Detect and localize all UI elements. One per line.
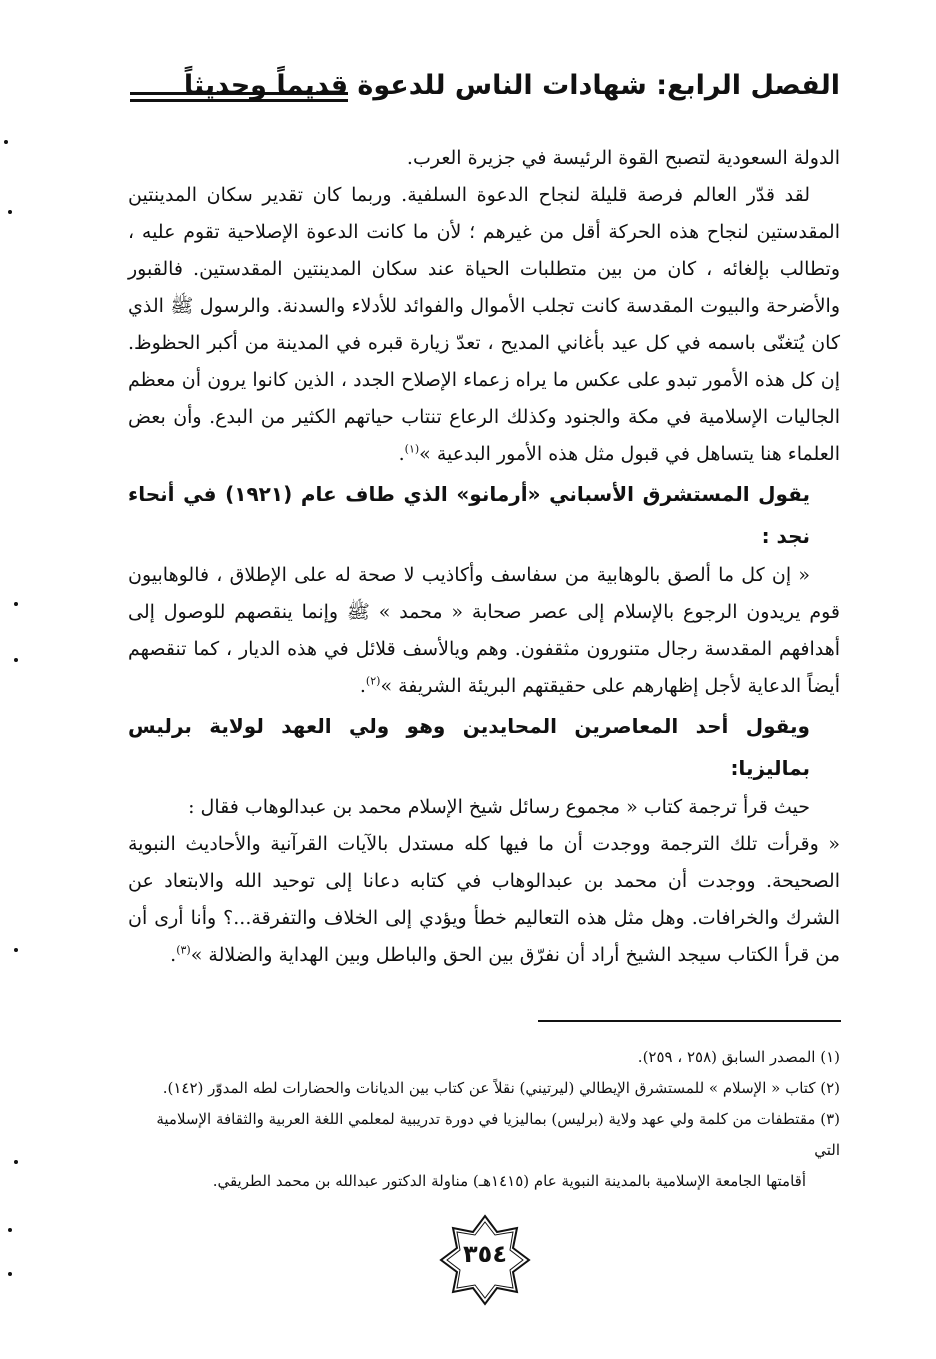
footnote: (٣) مقتطفات من كلمة ولي عهد ولاية (برليس) بماليزيا في دورة تدريبية لمعلمي اللغة العربية والثقافة الإسلامية التي — [156, 1110, 840, 1159]
paragraph: لقد قدّر العالم فرصة قليلة لنجاح الدعوة السلفية. وربما كان تقدير سكان المدينتين المقدستين لنجاح هذه الحركة أقل من غيرهم ؛ لأن ما كانت الدعوة الإصلاحية تقوم عليه ، وتطالب بإلغائه ، كان من بين متطلبات الحياة عند سكان المدينتين المقدستين. فالقبور والأضرحة والبيوت المقدسة كانت تجلب الأموال والفوائد للأدلاء والسدنة. والرسول ﷺ الذي كان يُتغنّى باسمه في كل عيد بأغاني المديح ، تعدّ زيارة قبره في المدينة من أكبر الحظوظ. إن كل هذه الأمور تبدو على عكس ما يراه زعماء الإصلاح الجدد ، الذين كانوا يرون أن معظم الجاليات الإسلامية في مكة والجنود وكذلك الرعاع تنتاب حياتهم الكثير من البدع. وأن بعض العلماء هنا يتساهل في قبول مثل هذه الأمور البدعية »$^{(١)}$. — [128, 184, 840, 465]
footnote: (١) المصدر السابق (٢٥٨ ، ٢٥٩). — [637, 1048, 840, 1066]
chapter-title: الفصل الرابع: شهادات الناس للدعوة قديماً وحديثاً — [183, 70, 840, 101]
scan-speck — [14, 1160, 18, 1164]
scan-speck — [14, 658, 18, 662]
footnote-ref: (١) — [404, 442, 420, 456]
scan-speck — [8, 210, 12, 214]
footnote-ref: (٢) — [365, 674, 381, 688]
section-heading: يقول المستشرق الأسباني «أرمانو» الذي طاف عام (١٩٢١) في أنحاء نجد : — [128, 482, 810, 548]
paragraph: الدولة السعودية لتصبح القوة الرئيسة في جزيرة العرب. — [406, 147, 840, 169]
scan-speck — [8, 1272, 12, 1276]
running-header — [130, 66, 840, 126]
scan-speck — [14, 602, 18, 606]
footnote-separator — [538, 1020, 841, 1022]
paragraph-text: « إن كل ما ألصق بالوهابية من سفاسف وأكاذيب لا صحة له على الإطلاق ، فالوهابيون قوم يريدون الرجوع بالإسلام إلى عصر صحابة « محمد » ﷺ وإنما ينقصهم للوصول إلى أهدافهم المقدسة رجال متنورون مثقفون. وهم ويالأسف قلائل في هذه الديار ، كما تنقصهم أيضاً الدعاية لأجل إظهارهم على حقيقتهم البريئة الشريفة » — [128, 564, 840, 697]
page-number: ٣٥٤ — [463, 1240, 507, 1268]
paragraph: « وقرأت تلك الترجمة ووجدت أن ما فيها كله مستدل بالآيات القرآنية والأحاديث النبوية الصحيحة. ووجدت أن محمد بن عبدالوهاب في كتابه دعانا إلى توحيد الله والابتعاد عن الشرك والخرافات. وهل مثل هذه التعاليم خطأ ويؤدي إلى الخلاف والتفرقة...؟ وأنا أرى أن من قرأ الكتاب سيجد الشيخ أراد أن نفرّق بين الحق والباطل وبين الهداية والضلالة »$^{(٣)}$. — [128, 833, 840, 966]
main-text — [128, 140, 840, 974]
section-heading: ويقول أحد المعاصرين المحايدين وهو ولي العهد لولاية برليس بماليزيا: — [128, 714, 810, 780]
scan-speck — [4, 140, 8, 144]
paragraph-text: لقد قدّر العالم فرصة قليلة لنجاح الدعوة السلفية. وربما كان تقدير سكان المدينتين المقدستين لنجاح هذه الحركة أقل من غيرهم ؛ لأن ما كانت الدعوة الإصلاحية تقوم عليه ، وتطالب بإلغائه ، كان من بين متطلبات الحياة عند سكان المدينتين المقدستين. فالقبور والأضرحة والبيوت المقدسة كانت تجلب الأموال والفوائد للأدلاء والسدنة. والرسول ﷺ الذي كان يُتغنّى باسمه في كل عيد بأغاني المديح ، تعدّ زيارة قبره في المدينة من أكبر الحظوظ. إن كل هذه الأمور تبدو على عكس ما يراه زعماء الإصلاح الجدد ، الذين كانوا يرون أن معظم الجاليات الإسلامية في مكة والجنود وكذلك الرعاع تنتاب حياتهم الكثير من البدع. وأن بعض العلماء هنا يتساهل في قبول مثل هذه الأمور البدعية » — [128, 184, 840, 465]
footnote-ref: (٣) — [176, 943, 191, 957]
paragraph-text: « وقرأت تلك الترجمة ووجدت أن ما فيها كله مستدل بالآيات القرآنية والأحاديث النبوية الصحيحة. ووجدت أن محمد بن عبدالوهاب في كتابه دعانا إلى توحيد الله والابتعاد عن الشرك والخرافات. وهل مثل هذه التعاليم خطأ ويؤدي إلى الخلاف والتفرقة...؟ وأنا أرى أن من قرأ الكتاب سيجد الشيخ أراد أن نفرّق بين الحق والباطل وبين الهداية والضلالة » — [128, 833, 840, 966]
scan-speck — [14, 948, 18, 952]
header-double-rule — [130, 92, 348, 102]
paragraph: « إن كل ما ألصق بالوهابية من سفاسف وأكاذيب لا صحة له على الإطلاق ، فالوهابيون قوم يريدون الرجوع بالإسلام إلى عصر صحابة « محمد » ﷺ وإنما ينقصهم للوصول إلى أهدافهم المقدسة رجال متنورون مثقفون. وهم ويالأسف قلائل في هذه الديار ، كما تنقصهم أيضاً الدعاية لأجل إظهارهم على حقيقتهم البريئة الشريفة »$^{(٢)}$. — [128, 564, 840, 697]
footnote: (٢) كتاب « الإسلام » للمستشرق الإيطالي (ليرتيني) نقلاً عن كتاب بين الديانات والحضارات لطه المدوّر (١٤٢). — [162, 1079, 840, 1097]
footnote-continued: أقامتها الجامعة الإسلامية بالمدينة النبوية عام (١٤١٥هـ) مناولة الدكتور عبدالله بن محمد الطريقي. — [212, 1172, 806, 1190]
footnotes — [128, 1042, 840, 1197]
paragraph: حيث قرأ ترجمة كتاب « مجموع رسائل شيخ الإسلام محمد بن عبدالوهاب فقال : — [188, 796, 810, 818]
scan-speck — [8, 1228, 12, 1232]
